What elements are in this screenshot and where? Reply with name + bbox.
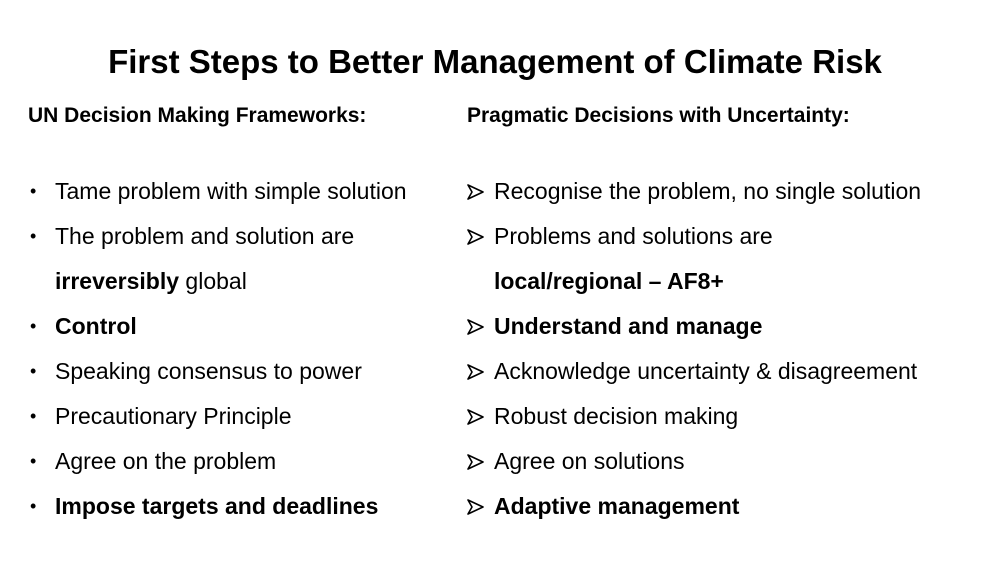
right-column-heading: Pragmatic Decisions with Uncertainty: xyxy=(467,104,850,127)
bullet-dot-icon: • xyxy=(30,181,37,201)
list-item xyxy=(467,349,987,394)
list-item-text: Impose targets and deadlines xyxy=(55,493,379,519)
list-item-continuation xyxy=(28,259,458,304)
list-item-text: Agree on solutions xyxy=(494,448,685,474)
left-column-heading: UN Decision Making Frameworks: xyxy=(28,104,367,127)
bullet-dot-icon: • xyxy=(30,406,37,426)
list-item xyxy=(28,214,458,259)
list-item xyxy=(28,484,458,529)
list-item-text: Robust decision making xyxy=(494,403,739,429)
list-item-text: local/regional – AF8+ xyxy=(494,268,724,294)
bullet-dot-icon: • xyxy=(30,226,37,246)
list-item xyxy=(467,484,987,529)
list-item-text: Speaking consensus to power xyxy=(55,358,362,384)
pragmatic-decisions-list xyxy=(467,169,987,529)
list-item-continuation xyxy=(467,259,987,304)
un-frameworks-list xyxy=(28,169,458,529)
list-item-text: The problem and solution are xyxy=(55,223,355,249)
list-item-text: Adaptive management xyxy=(494,493,740,519)
list-item-text: Recognise the problem, no single solution xyxy=(494,178,922,204)
list-item-text: Precautionary Principle xyxy=(55,403,292,429)
list-item-text: Problems and solutions are xyxy=(494,223,773,249)
list-item-text: Agree on the problem xyxy=(55,448,277,474)
list-item xyxy=(467,394,987,439)
list-item-emphasis: irreversibly xyxy=(55,268,180,294)
list-item-text: Understand and manage xyxy=(494,313,763,339)
list-item-text: Acknowledge uncertainty & disagreement xyxy=(494,358,918,384)
list-item xyxy=(28,394,458,439)
list-item xyxy=(467,169,987,214)
bullet-dot-icon: • xyxy=(30,496,37,516)
list-item xyxy=(28,304,458,349)
list-item-text: Tame problem with simple solution xyxy=(55,178,407,204)
list-item xyxy=(28,349,458,394)
list-item xyxy=(28,169,458,214)
slide-title: First Steps to Better Management of Climate Risk xyxy=(108,43,882,80)
bullet-dot-icon: • xyxy=(30,361,37,381)
list-item xyxy=(467,304,987,349)
list-item-text: global xyxy=(179,268,247,294)
list-item xyxy=(467,439,987,484)
list-item xyxy=(28,439,458,484)
list-item-text: Control xyxy=(55,313,137,339)
bullet-dot-icon: • xyxy=(30,451,37,471)
list-item xyxy=(467,214,987,259)
bullet-dot-icon: • xyxy=(30,316,37,336)
